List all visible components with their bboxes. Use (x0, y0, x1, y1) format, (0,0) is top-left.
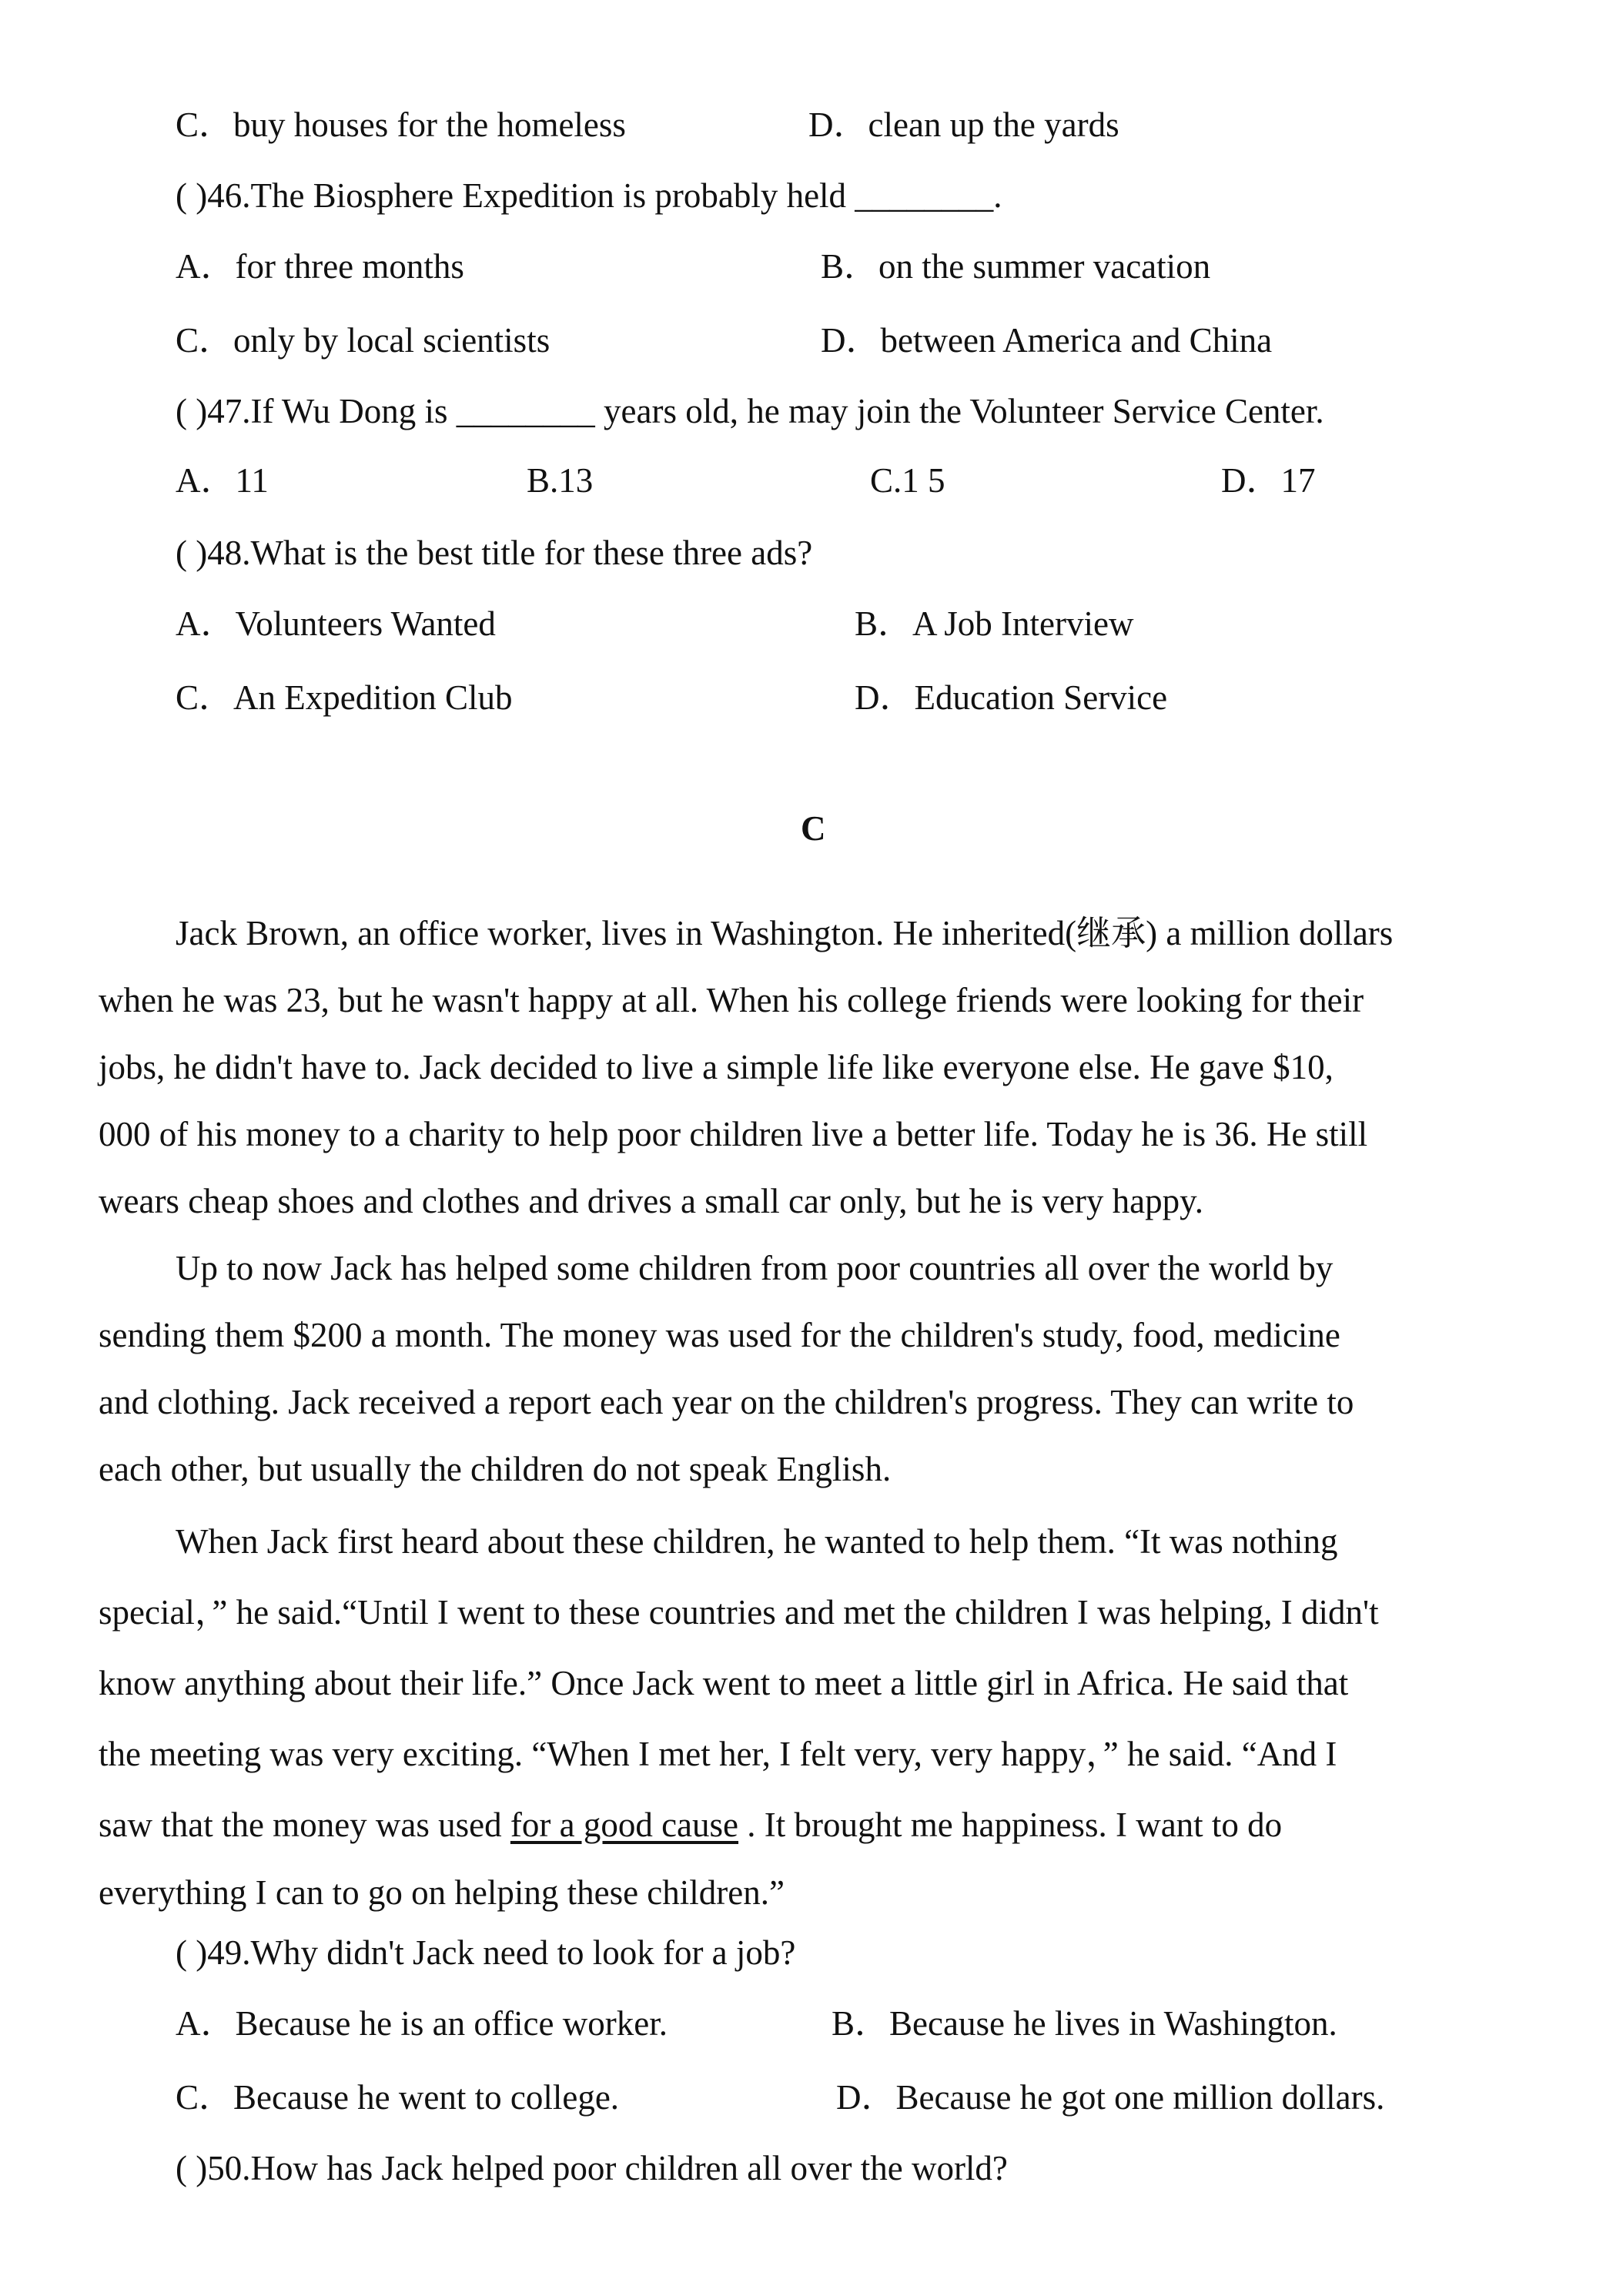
q45-option-c: C．buy houses for the homeless (176, 105, 626, 144)
passage-paragraph-1 (99, 916, 1546, 1251)
passage-line: special，” he said.“Until I went to these countries and met the children I was helping, I didn't (99, 1593, 1379, 1632)
passage-text: saw that the money was used (99, 1806, 510, 1844)
passage-line: Up to now Jack has helped some children from poor countries all over the world by (176, 1249, 1334, 1287)
passage-paragraph-2 (99, 1251, 1546, 1519)
passage-line: everything I can to go on helping these children.” (99, 1873, 785, 1912)
q46-option-c: C．only by local scientists (176, 321, 550, 360)
q49-option-a: A．Because he is an office worker. (176, 2004, 668, 2043)
q48-stem: ( )48.What is the best title for these three ads? (176, 534, 813, 572)
q46-stem: ( )46.The Biosphere Expedition is probably held ________. (176, 176, 1002, 215)
passage-line: when he was 23, but he wasn't happy at all. When his college friends were looking for their (99, 981, 1364, 1019)
passage-line: wears cheap shoes and clothes and drives a small car only, but he is very happy. (99, 1182, 1203, 1220)
q47-option-b: B.13 (527, 461, 594, 500)
section-title: C (801, 809, 826, 848)
passage-line: know anything about their life.” Once Jack went to meet a little girl in Africa. He said that (99, 1664, 1349, 1702)
q48-option-d: D．Education Service (855, 678, 1168, 717)
q49-stem: ( )49.Why didn't Jack need to look for a job? (176, 1933, 796, 1972)
passage-line: the meeting was very exciting. “When I met her, I felt very, very happy，” he said. “And I (99, 1735, 1337, 1773)
passage-line: and clothing. Jack received a report each year on the children's progress. They can write to (99, 1383, 1354, 1421)
q48-option-b: B．A Job Interview (855, 604, 1134, 643)
q48-option-c: C．An Expedition Club (176, 678, 513, 717)
q46-option-a: A．for three months (176, 247, 464, 286)
passage-line (99, 1808, 1546, 1876)
q46-option-b: B．on the summer vacation (821, 247, 1211, 286)
passage-line: jobs, he didn't have to. Jack decided to live a simple life like everyone else. He gave $10, (99, 1048, 1334, 1086)
passage-line: each other, but usually the children do not speak English. (99, 1450, 892, 1488)
q49-option-c: C．Because he went to college. (176, 2078, 620, 2117)
q46-option-d: D．between America and China (821, 321, 1273, 360)
q47-option-d: D．17 (1221, 461, 1316, 500)
passage-line: Jack Brown, an office worker, lives in Washington. He inherited(继承) a million dollars (176, 914, 1394, 952)
q48-option-a: A．Volunteers Wanted (176, 604, 496, 643)
passage-text: . It brought me happiness. I want to do (738, 1806, 1283, 1844)
passage-line: sending them $200 a month. The money was used for the children's study, food, medicine (99, 1316, 1340, 1354)
q47-option-a: A．11 (176, 461, 269, 500)
q47-option-c: C.1 5 (870, 461, 945, 500)
q45-option-d: D．clean up the yards (808, 105, 1119, 144)
q50-stem: ( )50.How has Jack helped poor children all over the world? (176, 2149, 1008, 2187)
passage-line: 000 of his money to a charity to help poor children live a better life. Today he is 36. He still (99, 1115, 1368, 1153)
passage-paragraph-3 (99, 1522, 1546, 1943)
underlined-phrase: for a good cause (510, 1806, 739, 1844)
q49-option-b: B．Because he lives in Washington. (832, 2004, 1337, 2043)
passage-line: When Jack first heard about these children, he wanted to help them. “It was nothing (176, 1522, 1338, 1561)
q49-option-d: D．Because he got one million dollars. (836, 2078, 1385, 2117)
q47-stem: ( )47.If Wu Dong is ________ years old, he may join the Volunteer Service Center. (176, 392, 1324, 430)
